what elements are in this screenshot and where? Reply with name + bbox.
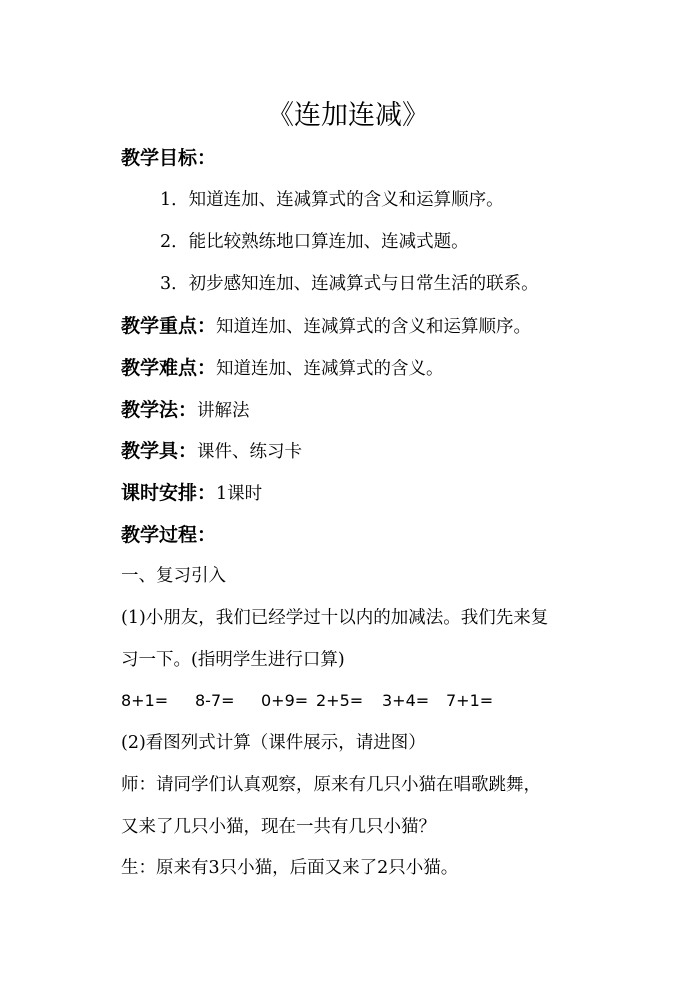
objectives-heading: 教学目标：: [121, 147, 217, 169]
method-row: [121, 396, 250, 425]
tools-text: 课件、练习卡: [197, 442, 303, 462]
calc-item: 8-7=: [195, 691, 235, 710]
difficulty-text: 知道连加、连减算式的含义。: [216, 359, 444, 379]
key-point-label: 教学重点：: [121, 315, 217, 337]
document-title: 《连加连减》: [267, 100, 429, 131]
paragraph-2: (2)看图列式计算（课件展示，请进图）: [121, 733, 426, 753]
student-line: 生：原来有3只小猫，后面又来了2只小猫。: [121, 858, 459, 878]
method-label: 教学法：: [121, 399, 198, 421]
key-point-text: 知道连加、连减算式的含义和运算顺序。: [216, 317, 532, 337]
tools-label: 教学具：: [121, 440, 198, 462]
calc-row: [121, 687, 493, 715]
section-1-heading: 一、复习引入: [121, 566, 226, 586]
calc-item: 0+9=: [261, 691, 309, 710]
difficulty-row: [121, 354, 444, 383]
teacher-line-2: 又来了几只小猫，现在一共有几只小猫？: [121, 817, 436, 837]
calc-item: 8+1=: [121, 691, 169, 710]
key-point-row: [121, 312, 531, 341]
process-heading: 教学过程：: [121, 524, 217, 546]
calc-item: 7+1=: [446, 691, 494, 710]
objective-item-1: 1．知道连加、连减算式的含义和运算顺序。: [160, 190, 504, 210]
schedule-label: 课时安排：: [121, 482, 217, 504]
schedule-row: [121, 479, 262, 508]
objective-item-3: 3．初步感知连加、连减算式与日常生活的联系。: [160, 274, 539, 294]
objective-item-2: 2．能比较熟练地口算连加、连减式题。: [160, 232, 469, 252]
method-text: 讲解法: [197, 401, 250, 421]
calc-item: 3+4=: [382, 691, 430, 710]
tools-row: [121, 437, 302, 466]
paragraph-1-line-1: (1)小朋友，我们已经学过十以内的加减法。我们先来复: [121, 608, 549, 628]
schedule-text: 1课时: [216, 484, 263, 504]
difficulty-label: 教学难点：: [121, 357, 217, 379]
calc-item: 2+5=: [316, 691, 364, 710]
teacher-line-1: 师：请同学们认真观察，原来有几只小猫在唱歌跳舞，: [121, 775, 541, 795]
paragraph-1-line-2: 习一下。(指明学生进行口算): [121, 650, 345, 670]
